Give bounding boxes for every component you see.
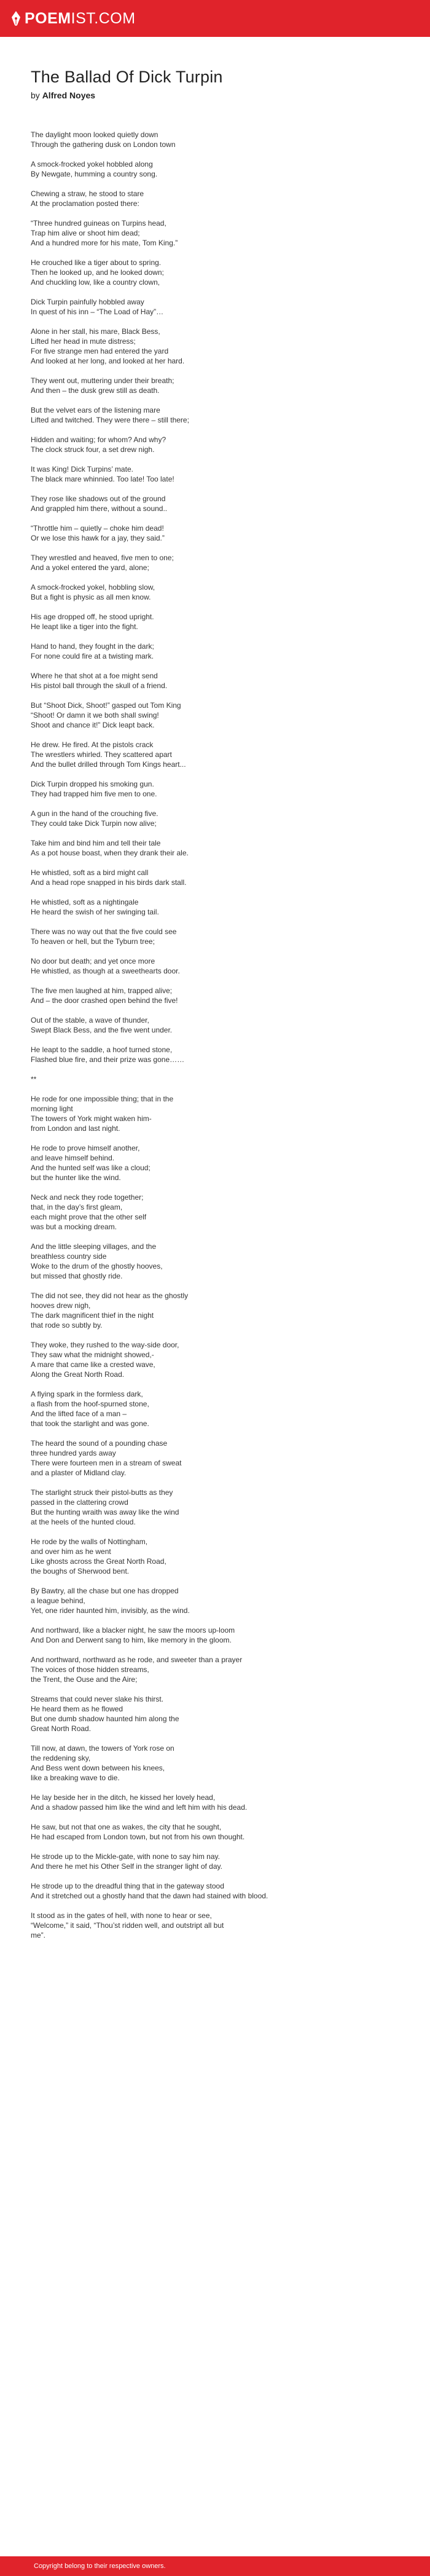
byline-prefix: by: [31, 90, 42, 100]
poem-line: but the hunter like the wind.: [31, 1173, 121, 1182]
poem-line: In quest of his inn – “The Load of Hay”…: [31, 307, 164, 316]
poem-line: Or we lose this hawk for a jay, they said.”: [31, 534, 165, 542]
poem-stanza: [31, 297, 399, 317]
poem-line: And the bullet drilled through Tom Kings heart...: [31, 760, 186, 769]
poem-stanza: [31, 218, 399, 248]
poem-line: Dick Turpin dropped his smoking gun.: [31, 780, 154, 788]
poem-line: from London and last night.: [31, 1124, 120, 1133]
poem-stanza: [31, 1242, 399, 1281]
poem-line: And the hunted self was like a cloud;: [31, 1163, 150, 1172]
poem-line: passed in the clattering crowd: [31, 1498, 128, 1507]
poem-line: But a fight is physic as all men know.: [31, 593, 151, 601]
poem-stanza: [31, 641, 399, 661]
poem-line: was but a mocking dream.: [31, 1223, 117, 1231]
poem-line: Yet, one rider haunted him, invisibly, as the wind.: [31, 1606, 190, 1615]
poem-stanza: [31, 1586, 399, 1615]
poem-line: The black mare whinnied. Too late! Too late!: [31, 475, 174, 483]
poem-stanza: [31, 868, 399, 887]
poem-line: Where he that shot at a foe might send: [31, 672, 158, 680]
poem-stanza: [31, 189, 399, 208]
poem-line: There was no way out that the five could see: [31, 927, 177, 936]
poem-line: He drew. He fired. At the pistols crack: [31, 740, 154, 749]
poem-stanza: [31, 1743, 399, 1783]
poem-line: Chewing a straw, he stood to stare: [31, 189, 144, 198]
poem-stanza: [31, 435, 399, 454]
poem-line: Through the gathering dusk on London town: [31, 140, 176, 149]
poem-line: And a shadow passed him like the wind and left him with his dead.: [31, 1803, 248, 1812]
poem-title: The Ballad Of Dick Turpin: [31, 68, 223, 86]
poem-line: They could take Dick Turpin now alive;: [31, 819, 157, 828]
poem-line: The did not see, they did not hear as the ghostly: [31, 1291, 189, 1300]
poem-line: Dick Turpin painfully hobbled away: [31, 298, 144, 306]
poem-line: three hundred yards away: [31, 1449, 116, 1457]
poem-line: Trap him alive or shoot him dead;: [31, 229, 140, 237]
logo-bold: POEM: [25, 9, 71, 27]
poem-line: His age dropped off, he stood upright.: [31, 612, 154, 621]
poem-line: He saw, but not that one as wakes, the city that he sought,: [31, 1823, 222, 1831]
poem-line: He rode by the walls of Nottingham,: [31, 1537, 148, 1546]
poem-stanza: [31, 1625, 399, 1645]
poem-line: “Three hundred guineas on Turpins head,: [31, 219, 166, 228]
poem-line: a league behind,: [31, 1596, 85, 1605]
poem-line: And the little sleeping villages, and the: [31, 1242, 157, 1251]
poem-line: but missed that ghostly ride.: [31, 1272, 123, 1280]
poem-line: The five men laughed at him, trapped alive;: [31, 986, 173, 995]
poem-stanza: [31, 494, 399, 513]
poem-line: And a hundred more for his mate, Tom King.”: [31, 239, 178, 247]
poem-line: He crouched like a tiger about to spring.: [31, 258, 162, 267]
poem-line: It was King! Dick Turpins’ mate.: [31, 465, 133, 474]
poem-line: And the lifted face of a man –: [31, 1409, 127, 1418]
poem-stanza: [31, 779, 399, 799]
poem-line: He strode up to the Mickle-gate, with none to say him nay.: [31, 1852, 220, 1861]
poem-line: The heard the sound of a pounding chase: [31, 1439, 168, 1448]
poem-line: the reddening sky,: [31, 1754, 91, 1762]
site-logo[interactable]: [11, 10, 136, 28]
poem-stanza: [31, 927, 399, 946]
poem-line: A smock-frocked yokel, hobbling slow,: [31, 583, 155, 592]
poem-line: like a breaking wave to die.: [31, 1773, 120, 1782]
poem-line: The wrestlers whirled. They scattered apart: [31, 750, 172, 759]
poem-line: And northward, like a blacker night, he saw the moors up-loom: [31, 1626, 235, 1635]
poem-line: He rode for one impossible thing; that in the: [31, 1095, 174, 1103]
poem-line: He lay beside her in the ditch, he kissed her lovely head,: [31, 1793, 216, 1802]
poem-stanza: [31, 1911, 399, 1940]
poem-line: and leave himself behind.: [31, 1154, 115, 1162]
poem-stanza: [31, 1822, 399, 1842]
poem-stanza: [31, 1537, 399, 1576]
poem-line: He leapt to the saddle, a hoof turned stone,: [31, 1045, 173, 1054]
poem-stanza: [31, 1389, 399, 1429]
poem-line: Along the Great North Road.: [31, 1370, 125, 1379]
poem-line: A smock-frocked yokel hobbled along: [31, 160, 153, 168]
poem-line: “Welcome,” it said, “Thou’st ridden well, and outstript all but: [31, 1921, 224, 1930]
poem-stanza: [31, 376, 399, 395]
poem-byline: [31, 90, 399, 100]
poem-stanza: [31, 130, 399, 149]
logo-text: [25, 10, 136, 28]
poem-stanza: [31, 986, 399, 1005]
poem-line: The daylight moon looked quietly down: [31, 130, 158, 139]
poem-line: The starlight struck their pistol-butts as they: [31, 1488, 173, 1497]
poem-line: And Don and Derwent sang to him, like memory in the gloom.: [31, 1636, 232, 1644]
poem-stanza: [31, 553, 399, 573]
poem-line: He leapt like a tiger into the fight.: [31, 622, 138, 631]
poem-line: **: [31, 1075, 37, 1084]
poem-line: There were fourteen men in a stream of sweat: [31, 1459, 182, 1467]
poem-line: He whistled, soft as a bird might call: [31, 868, 149, 877]
poem-stanza: [31, 405, 399, 425]
poem-line: that, in the day’s first gleam,: [31, 1203, 123, 1211]
poem-line: Take him and bind him and tell their tale: [31, 839, 161, 847]
poem-stanza: [31, 464, 399, 484]
poem-line: He had escaped from London town, but not from his own thought.: [31, 1833, 245, 1841]
poem-stanza: [31, 1694, 399, 1734]
poem-line: A mare that came like a crested wave,: [31, 1360, 155, 1369]
poem-stanza: [31, 612, 399, 632]
poem-line: And – the door crashed open behind the five!: [31, 996, 178, 1005]
poem-line: But “Shoot Dick, Shoot!” gasped out Tom King: [31, 701, 181, 710]
poem-stanza: [31, 809, 399, 828]
poem-stanza: [31, 1655, 399, 1684]
poem-line: Woke to the drum of the ghostly hooves,: [31, 1262, 163, 1270]
poem-line: Lifted her head in mute distress;: [31, 337, 136, 346]
poem-line: And northward, northward as he rode, and sweeter than a prayer: [31, 1655, 243, 1664]
poem-stanza: [31, 1291, 399, 1330]
poem-line: “Throttle him – quietly – choke him dead!: [31, 524, 164, 533]
poem-stanza: [31, 1045, 399, 1064]
poem-line: But one dumb shadow haunted him along the: [31, 1714, 179, 1723]
poem-line: He heard the swish of her swinging tail.: [31, 908, 159, 916]
poem-line: hooves drew nigh,: [31, 1301, 91, 1310]
poem-stanza: [31, 159, 399, 179]
poem-line: And it stretched out a ghostly hand that the dawn had stained with blood.: [31, 1892, 268, 1900]
poem-line: And a yokel entered the yard, alone;: [31, 563, 149, 572]
poem-line: And Bess went down between his knees,: [31, 1764, 165, 1772]
poem-line: As a pot house boast, when they drank their ale.: [31, 849, 189, 857]
poem-stanza: [31, 956, 399, 976]
poem-line: Like ghosts across the Great North Road,: [31, 1557, 166, 1566]
poem-body: [31, 130, 399, 1940]
poem-line: that took the starlight and was gone.: [31, 1419, 149, 1428]
poem-line: But the hunting wraith was away like the wind: [31, 1508, 179, 1516]
poem-line: He strode up to the dreadful thing that in the gateway stood: [31, 1882, 224, 1890]
poem-line: Hand to hand, they fought in the dark;: [31, 642, 154, 651]
poem-line: And grappled him there, without a sound..: [31, 504, 168, 513]
poem-line: And looked at her long, and looked at her hard.: [31, 357, 185, 365]
poem-line: that rode so subtly by.: [31, 1321, 103, 1330]
poem-line: They saw what the midnight showed,-: [31, 1350, 154, 1359]
poem-line: They rose like shadows out of the ground: [31, 494, 166, 503]
poem-line: Streams that could never slake his thirst.: [31, 1695, 164, 1703]
poem-line: He whistled, soft as a nightingale: [31, 898, 139, 906]
poem-line: at the heels of the hunted cloud.: [31, 1518, 136, 1526]
poem-line: By Newgate, humming a country song.: [31, 170, 158, 178]
poem-stanza: [31, 671, 399, 691]
poem-line: And a head rope snapped in his birds dark stall.: [31, 878, 187, 887]
poem-line: Alone in her stall, his mare, Black Bess,: [31, 327, 160, 336]
poem-line: Out of the stable, a wave of thunder,: [31, 1016, 149, 1024]
author-link[interactable]: Alfred Noyes: [42, 90, 96, 100]
poem-line: For none could fire at a twisting mark.: [31, 652, 154, 660]
poem-line: His pistol ball through the skull of a friend.: [31, 681, 168, 690]
poem-stanza: [31, 1143, 399, 1183]
poem-line: “Shoot! Or damn it we both shall swing!: [31, 711, 159, 719]
poem-line: To heaven or hell, but the Tyburn tree;: [31, 937, 155, 946]
poem-stanza: [31, 1488, 399, 1527]
poem-stanza: [31, 258, 399, 287]
poem-stanza: [31, 1438, 399, 1478]
poem-stanza: [31, 1793, 399, 1812]
poem-line: me”.: [31, 1931, 45, 1940]
copyright-text: Copyright belong to their respective owners.: [34, 2562, 166, 2570]
poem-stanza: [31, 700, 399, 730]
poem-stanza: [31, 1015, 399, 1035]
poem-stanza: [31, 582, 399, 602]
poem-content: [31, 68, 399, 1950]
poem-line: By Bawtry, all the chase but one has dropped: [31, 1587, 179, 1595]
poem-stanza: [31, 327, 399, 366]
poem-line: He whistled, as though at a sweethearts door.: [31, 967, 180, 975]
poem-stanza: [31, 1094, 399, 1133]
poem-line: They woke, they rushed to the way-side door,: [31, 1341, 179, 1349]
poem-line: Swept Black Bess, and the five went under.: [31, 1026, 173, 1034]
poem-line: They had trapped him five men to one.: [31, 790, 157, 798]
poem-line: Lifted and twitched. They were there – still there;: [31, 416, 189, 424]
poem-line: The voices of those hidden streams,: [31, 1665, 149, 1674]
poem-stanza: [31, 1852, 399, 1871]
poem-line: It stood as in the gates of hell, with none to hear or see,: [31, 1911, 212, 1920]
poem-line: and a plaster of Midland clay.: [31, 1468, 127, 1477]
poem-line: Till now, at dawn, the towers of York rose on: [31, 1744, 174, 1753]
poem-line: And there he met his Other Self in the stranger light of day.: [31, 1862, 222, 1871]
poem-line: the Trent, the Ouse and the Aire;: [31, 1675, 138, 1684]
poem-line: For five strange men had entered the yard: [31, 347, 169, 355]
poem-line: He rode to prove himself another,: [31, 1144, 140, 1152]
poem-stanza: [31, 1881, 399, 1901]
poem-line: They went out, muttering under their breath;: [31, 376, 174, 385]
poem-line: He heard them as he flowed: [31, 1705, 123, 1713]
poem-line: Flashed blue fire, and their prize was gone……: [31, 1055, 185, 1064]
poem-line: No door but death; and yet once more: [31, 957, 155, 965]
poem-stanza: [31, 1192, 399, 1232]
poem-line: Neck and neck they rode together;: [31, 1193, 144, 1202]
poem-line: breathless country side: [31, 1252, 107, 1261]
poem-line: Hidden and waiting; for whom? And why?: [31, 435, 166, 444]
poem-line: And then – the dusk grew still as death.: [31, 386, 160, 395]
poem-line: At the proclamation posted there:: [31, 199, 139, 208]
poem-line: a flash from the hoof-spurned stone,: [31, 1400, 149, 1408]
poem-line: They wrestled and heaved, five men to one;: [31, 553, 174, 562]
poem-line: But the velvet ears of the listening mare: [31, 406, 160, 414]
poem-line: Shoot and chance it!” Dick leapt back.: [31, 721, 155, 729]
pen-nib-icon: [11, 10, 21, 26]
poem-line: A flying spark in the formless dark,: [31, 1390, 143, 1398]
poem-line: And chuckling low, like a country clown,: [31, 278, 160, 287]
poem-line: The dark magnificent thief in the night: [31, 1311, 154, 1320]
logo-rest: IST.COM: [71, 9, 136, 27]
poem-stanza: [31, 740, 399, 769]
poem-line: A gun in the hand of the crouching five.: [31, 809, 158, 818]
poem-line: The towers of York might waken him-: [31, 1114, 152, 1123]
poem-stanza: [31, 838, 399, 858]
poem-stanza: [31, 897, 399, 917]
poem-line: each might prove that the other self: [31, 1213, 147, 1221]
poem-line: and over him as he went: [31, 1547, 111, 1556]
poem-stanza: [31, 1074, 399, 1084]
site-header: [0, 0, 430, 37]
poem-line: the boughs of Sherwood bent.: [31, 1567, 130, 1575]
poem-stanza: [31, 523, 399, 543]
poem-line: Then he looked up, and he looked down;: [31, 268, 164, 277]
poem-line: Great North Road.: [31, 1724, 92, 1733]
poem-line: The clock struck four, a set drew nigh.: [31, 445, 155, 454]
poem-stanza: [31, 1340, 399, 1379]
site-footer: [0, 2556, 430, 2576]
poem-line: morning light: [31, 1104, 73, 1113]
